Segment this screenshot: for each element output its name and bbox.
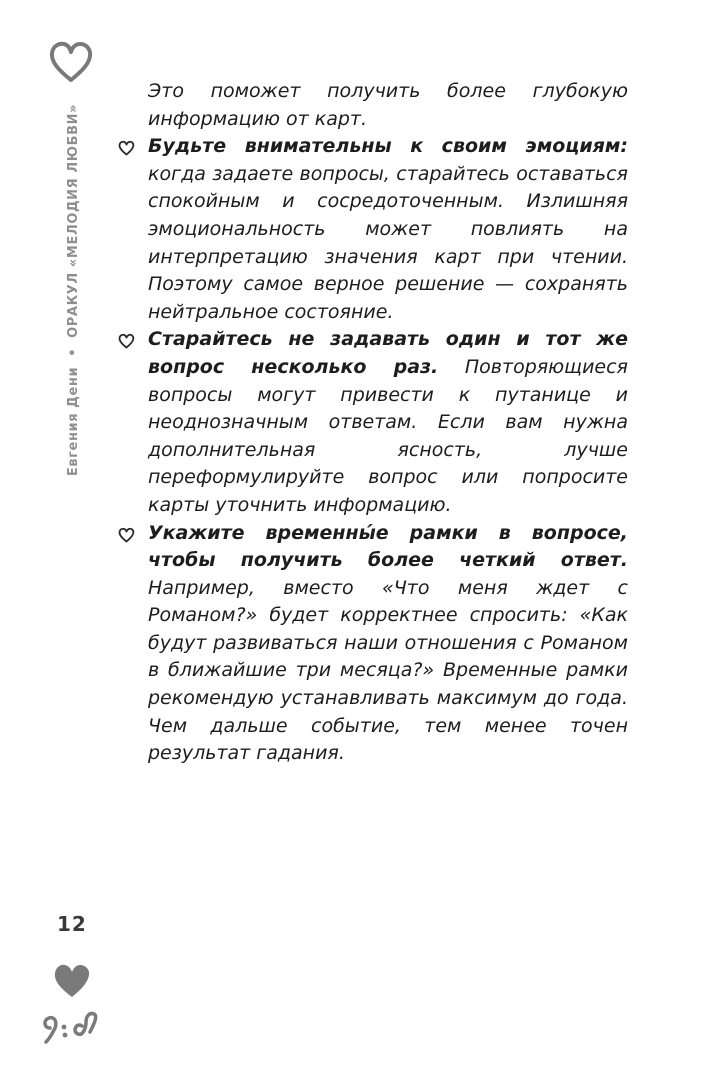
body-text — [118, 78, 628, 768]
signature-mark — [40, 998, 130, 1048]
running-head-author: Евгения Дени — [66, 366, 81, 477]
heart-bullet-icon — [118, 333, 135, 349]
intro-text: Это поможет получить более глубокую информацию от карт. — [148, 80, 628, 130]
page-number: 12 — [57, 912, 87, 936]
tip-text: когда задаете вопросы, старайтесь оставаться спокойным и сосредоточенным. Излишняя эмоциональность может повлиять на интерпретацию значения карт при чтении. Поэтому самое верное решение — сохранять нейтральное состояние. — [148, 162, 628, 323]
heart-bullet-icon — [118, 140, 135, 156]
tip-item — [118, 133, 628, 326]
tip-heading: Будьте внимательны к своим эмоциям: — [148, 135, 628, 158]
tip-text: Например, вместо «Что меня ждет с Романом?» будет корректнее спросить: «Как будут развиваться наши отношения с Романом в ближайшие три месяца?» Временные рамки рекомендую устанавливать максимум до года. Чем дальше событие, тем менее точен результат гадания. — [148, 576, 628, 765]
running-head — [64, 30, 84, 550]
intro-paragraph — [118, 78, 628, 133]
heart-filled-icon — [52, 962, 92, 1000]
running-head-title: ОРАКУЛ «МЕЛОДИЯ ЛЮБВИ» — [66, 103, 81, 338]
tip-item — [118, 326, 628, 519]
tip-item — [118, 520, 628, 768]
tip-heading: Старайтесь не задавать один и тот же вопрос несколько раз. — [148, 328, 628, 378]
tip-heading: Укажите временны́е рамки в вопросе, чтобы получить более четкий ответ. — [148, 521, 628, 572]
heart-bullet-icon — [118, 527, 135, 543]
running-head-separator: • — [66, 347, 81, 357]
tip-text: Повторяющиеся вопросы могут привести к путанице и неоднозначным ответам. Если вам нужна дополнительная ясность, лучше переформулируйте вопрос или попросите карты уточнить информацию. — [148, 355, 628, 516]
